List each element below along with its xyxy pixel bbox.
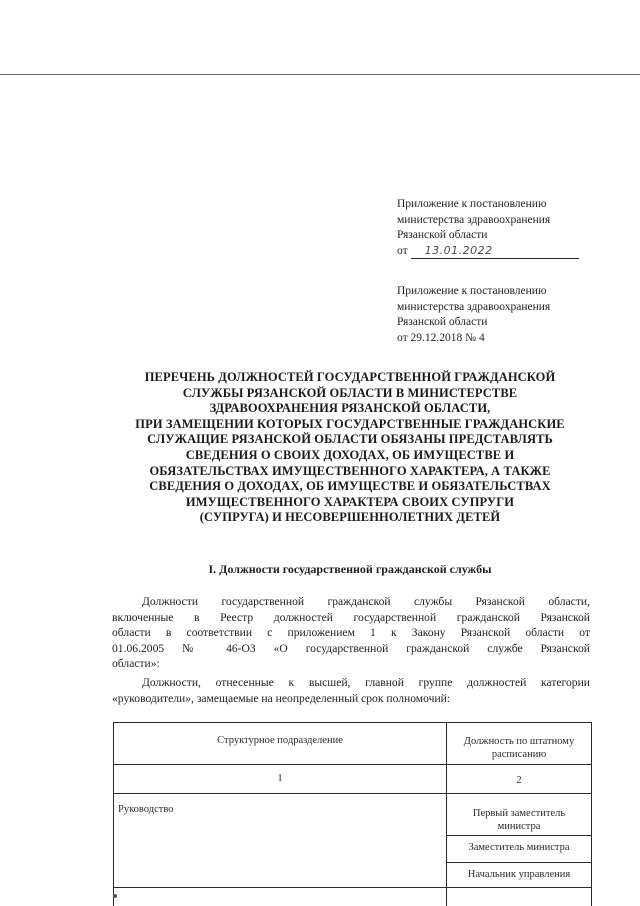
table-row-position: Заместитель министра — [468, 842, 570, 853]
table-rule — [446, 862, 591, 863]
handwritten-date: 13.01.2022 — [424, 244, 493, 257]
paragraph-line: Должности государственной гражданской службы Рязанской области, — [142, 595, 590, 608]
scan-top-rule — [0, 74, 640, 75]
title-line: ИМУЩЕСТВЕННОГО ХАРАКТЕРА СВОИХ СУПРУГИ — [185, 494, 515, 509]
paragraph-line: области»: — [112, 657, 160, 670]
appendix-line: министерства здравоохранения — [397, 300, 551, 313]
table-column-number: 2 — [516, 775, 522, 786]
title-line: СВЕДЕНИЯ О ДОХОДАХ, ОБ ИМУЩЕСТВЕ И ОБЯЗАТЕЛЬСТВАХ — [149, 479, 551, 494]
table-row-position-line: Первый заместитель — [472, 808, 566, 819]
table-rule — [446, 835, 591, 836]
table-row-position-line: министра — [497, 821, 541, 832]
scan-artifact — [113, 894, 117, 898]
table-header-position-line: Должность по штатному — [463, 736, 575, 747]
appendix-line: Приложение к постановлению — [397, 198, 547, 210]
table-header-department: Структурное подразделение — [217, 735, 343, 746]
appendix-reference-previous — [397, 284, 597, 346]
table-header-position-line: расписанию — [491, 749, 547, 760]
title-line: СВЕДЕНИЯ О СВОИХ ДОХОДАХ, ОБ ИМУЩЕСТВЕ И — [185, 447, 515, 462]
title-line: (СУПРУГА) И НЕСОВЕРШЕННОЛЕТНИХ ДЕТЕЙ — [199, 510, 501, 525]
document-title — [100, 370, 600, 526]
appendix-reference-current — [397, 197, 597, 259]
positions-table — [113, 722, 592, 906]
title-line: ПРИ ЗАМЕЩЕНИИ КОТОРЫХ ГОСУДАРСТВЕННЫЕ ГРАЖДАНСКИЕ — [135, 416, 565, 431]
table-header-position — [447, 735, 591, 761]
paragraph-line: 01.06.2005 № 46-ОЗ «О государственной гражданской службе Рязанской — [112, 641, 590, 655]
paragraph-line: Должности, отнесенные к высшей, главной группе должностей категории — [142, 676, 590, 689]
appendix-line: Приложение к постановлению — [397, 285, 547, 297]
paragraph-line: включенные в Реестр должностей государственной гражданской Рязанской — [112, 610, 590, 624]
table-column-number: 1 — [277, 773, 283, 784]
paragraph-line: области в соответствии с приложением 1 к Закону Рязанской области от — [112, 626, 590, 639]
table-row-position: Начальник управления — [467, 869, 571, 880]
table-row-position — [447, 807, 591, 833]
title-line: СЛУЖАЩИЕ РЯЗАНСКОЙ ОБЛАСТИ ОБЯЗАНЫ ПРЕДСТАВЛЯТЬ — [147, 432, 553, 447]
table-rule — [114, 793, 591, 794]
date-prefix: от — [397, 244, 408, 257]
title-line: ОБЯЗАТЕЛЬСТВАХ ИМУЩЕСТВЕННОГО ХАРАКТЕРА, А ТАКЖЕ — [149, 463, 551, 478]
date-underline-field — [411, 245, 579, 259]
table-row-department: Руководство — [118, 804, 174, 815]
title-line: ЗДРАВООХРАНЕНИЯ РЯЗАНСКОЙ ОБЛАСТИ, — [209, 401, 491, 416]
paragraph-categories — [112, 675, 590, 706]
paragraph-reestr — [112, 594, 590, 672]
appendix-line: Рязанской области — [397, 229, 488, 241]
table-rule — [114, 764, 591, 765]
appendix-line: Рязанской области — [397, 316, 488, 328]
appendix-line: министерства здравоохранения — [397, 213, 551, 226]
appendix-line: от 29.12.2018 № 4 — [397, 331, 485, 344]
appendix-date-row — [397, 244, 597, 260]
table-rule — [114, 887, 591, 888]
title-line: СЛУЖБЫ РЯЗАНСКОЙ ОБЛАСТИ В МИНИСТЕРСТВЕ — [182, 385, 518, 400]
section-heading: I. Должности государственной гражданской службы — [208, 562, 492, 576]
title-line: ПЕРЕЧЕНЬ ДОЛЖНОСТЕЙ ГОСУДАРСТВЕННОЙ ГРАЖДАНСКОЙ — [144, 370, 556, 384]
paragraph-line: «руководители», замещаемые на неопределенный срок полномочий: — [112, 691, 451, 705]
